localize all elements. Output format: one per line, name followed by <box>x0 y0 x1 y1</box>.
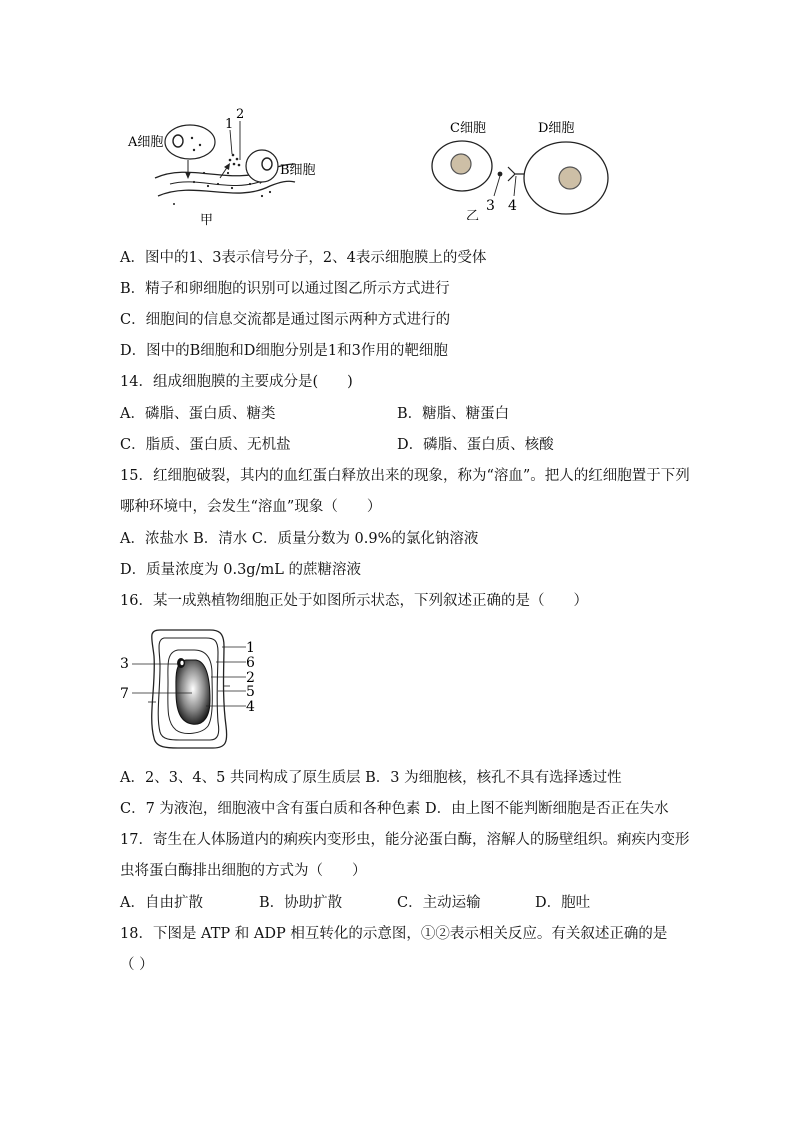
figure-yi <box>420 110 620 220</box>
q17-option-c: C．主动运输 <box>397 895 481 911</box>
q17-option-b: B．协助扩散 <box>259 895 343 911</box>
label-b-cell: B细胞 <box>280 163 316 178</box>
q15-stem-line1: 15．红细胞破裂，其内的血红蛋白释放出来的现象，称为“溶血”。把人的红细胞置于下列 <box>120 468 690 484</box>
label-3: 3 <box>486 198 495 214</box>
q15-options-line1: A．浓盐水 B．清水 C．质量分数为 0.9%的氯化钠溶液 <box>120 531 479 547</box>
label-7: 7 <box>120 686 129 702</box>
caption-yi: 乙 <box>466 209 480 220</box>
label-4: 4 <box>508 198 517 214</box>
q14-stem: 14．组成细胞膜的主要成分是( ) <box>120 374 353 390</box>
q14-option-d: D．磷脂、蛋白质、核酸 <box>397 437 554 453</box>
cell-d-nucleus <box>559 167 581 189</box>
q14-option-b: B．糖脂、糖蛋白 <box>397 406 510 422</box>
q13-option-c: C．细胞间的信息交流都是通过图示两种方式进行的 <box>120 312 451 328</box>
q18-stem-line2: （ ） <box>120 957 154 973</box>
figure-plant-cell <box>118 626 268 752</box>
q17-option-d: D．胞吐 <box>535 895 591 911</box>
q17-stem-line1: 17．寄生在人体肠道内的痢疾内变形虫，能分泌蛋白酶，溶解人的肠壁组织。痢疾内变形 <box>120 832 690 848</box>
label-4: 4 <box>246 699 255 715</box>
label-a-cell: A细胞 <box>128 135 164 150</box>
q15-options-line2: D．质量浓度为 0.3g/mL 的蔗糖溶液 <box>120 562 361 578</box>
q14-option-a: A．磷脂、蛋白质、糖类 <box>120 406 276 422</box>
label-1: 1 <box>246 640 255 656</box>
vacuole <box>176 660 210 724</box>
cell-c-nucleus <box>451 154 471 174</box>
q16-stem: 16．某一成熟植物细胞正处于如图所示状态，下列叙述正确的是（ ） <box>120 593 588 609</box>
q16-options-line1: A．2、3、4、5 共同构成了原生质层 B．3 为细胞核，核孔不具有选择透过性 <box>120 770 622 786</box>
cell-a-nucleus <box>173 135 183 147</box>
label-2: 2 <box>236 107 245 122</box>
figure-jia <box>120 100 320 230</box>
q18-stem-line1: 18．下图是 ATP 和 ADP 相互转化的示意图，①②表示相关反应。有关叙述正确的是 <box>120 926 668 942</box>
label-6: 6 <box>246 655 255 671</box>
caption-jia: 甲 <box>200 213 214 228</box>
label-5: 5 <box>246 684 255 700</box>
label-1: 1 <box>225 117 234 132</box>
q14-option-c: C．脂质、蛋白质、无机盐 <box>120 437 291 453</box>
vessel-bottom-wall <box>158 181 295 196</box>
q17-option-a: A．自由扩散 <box>120 895 203 911</box>
label-2: 2 <box>246 670 255 686</box>
q15-stem-line2: 哪种环境中，会发生“溶血”现象（ ） <box>120 499 382 515</box>
q17-stem-line2: 虫将蛋白酶排出细胞的方式为（ ） <box>120 863 367 879</box>
q13-option-a: A．图中的1、3表示信号分子，2、4表示细胞膜上的受体 <box>120 250 487 266</box>
q16-options-line2: C．7 为液泡，细胞液中含有蛋白质和各种色素 D．由上图不能判断细胞是否正在失水 <box>120 801 669 817</box>
label-d-cell: D细胞 <box>538 121 575 136</box>
q13-option-d: D．图中的B细胞和D细胞分别是1和3作用的靶细胞 <box>120 343 448 359</box>
q13-option-b: B．精子和卵细胞的识别可以通过图乙所示方式进行 <box>120 281 450 297</box>
label-c-cell: C细胞 <box>450 121 486 136</box>
label-3: 3 <box>120 656 129 672</box>
